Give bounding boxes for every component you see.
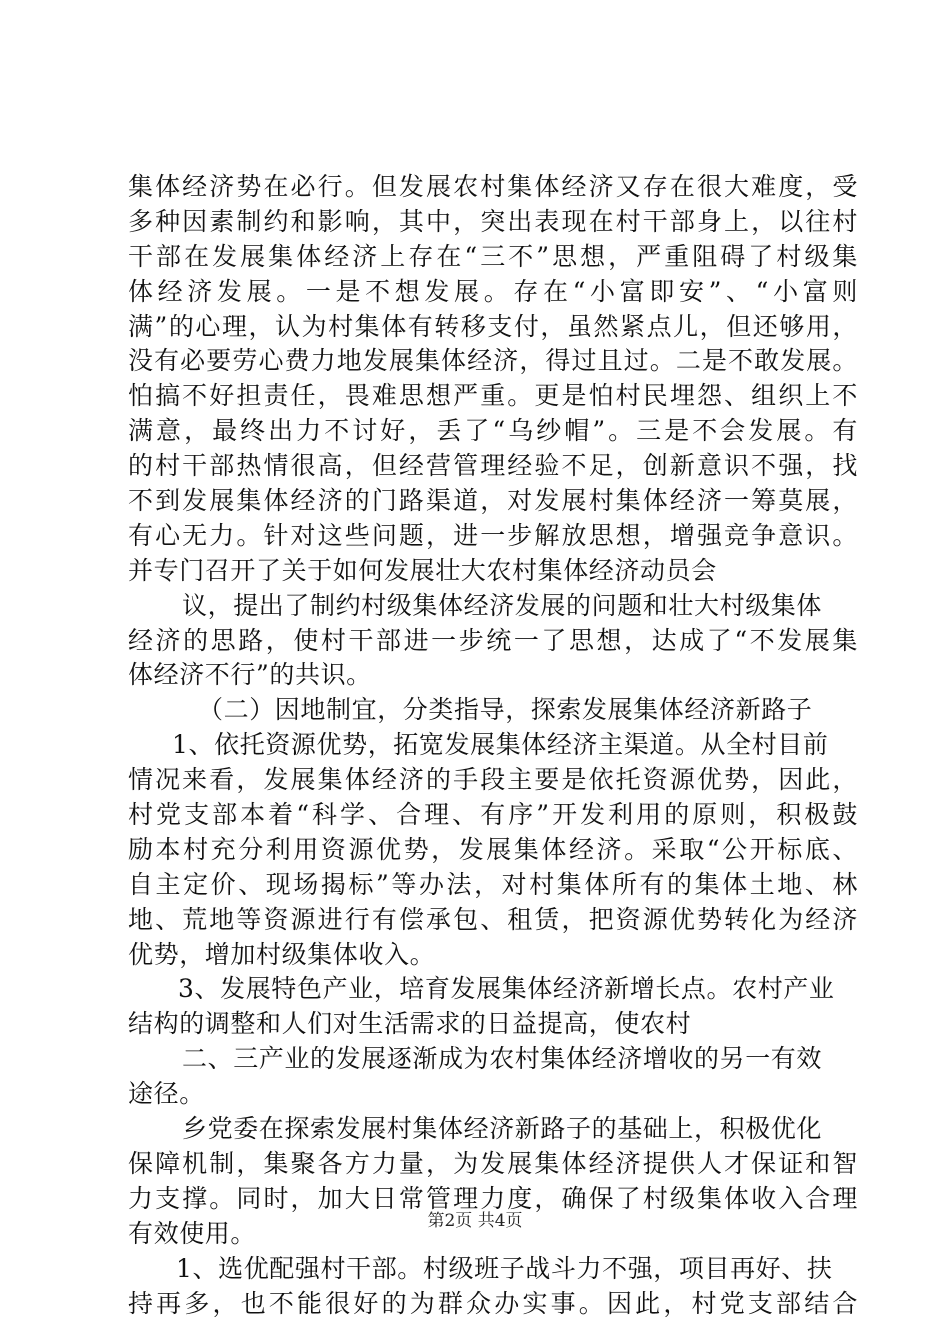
body-text <box>128 170 858 1321</box>
text-line: 经济的思路，使村干部进一步统一了思想，达成了“不发展集 <box>128 625 858 655</box>
text-line: 1、选优配强村干部。村级班子战斗力不强，项目再好、扶 <box>176 1253 833 1283</box>
text-line: 并专门召开了关于如何发展壮大农村集体经济动员会 <box>128 555 717 585</box>
text-line: 自主定价、现场揭标”等办法，对村集体所有的集体土地、林 <box>128 869 858 899</box>
text-line: 有效使用。 <box>128 1218 257 1248</box>
page-number-label: 第2页 共4页 <box>427 1211 523 1231</box>
text-line: 有心无力。针对这些问题，进一步解放思想，增强竞争意识。 <box>128 520 858 550</box>
text-line: 满”的心理，认为村集体有转移支付，虽然紧点儿，但还够用， <box>128 311 858 341</box>
text-line: 体经济不行”的共识。 <box>128 660 372 690</box>
text-line: 持再多，也不能很好的为群众办实事。因此，村党支部结合 <box>128 1288 858 1318</box>
text-line: 1、依托资源优势，拓宽发展集体经济主渠道。从全村目前 <box>172 730 829 760</box>
page-footer <box>0 1209 950 1233</box>
text-line: 情况来看，发展集体经济的手段主要是依托资源优势，因此， <box>128 765 858 795</box>
text-line: 优势，增加村级集体收入。 <box>128 939 436 969</box>
text-line: 结构的调整和人们对生活需求的日益提高，使农村 <box>128 1009 692 1039</box>
text-line: 体经济发展。一是不想发展。存在“小富即安”、“小富则 <box>128 276 858 306</box>
text-line: 二、三产业的发展逐渐成为农村集体经济增收的另一有效 <box>182 1044 823 1074</box>
text-line: 力支撑。同时，加大日常管理力度，确保了村级集体收入合理 <box>128 1183 858 1213</box>
text-line: 满意，最终出力不讨好，丢了“乌纱帽”。三是不会发展。有 <box>128 416 858 446</box>
text-line: 3、发展特色产业，培育发展集体经济新增长点。农村产业 <box>178 974 835 1004</box>
text-line: 集体经济势在必行。但发展农村集体经济又存在很大难度，受 <box>128 172 858 201</box>
text-line: 干部在发展集体经济上存在“三不”思想，严重阻碍了村级集 <box>128 241 858 271</box>
text-line: 的村干部热情很高，但经营管理经验不足，创新意识不强，找 <box>128 451 858 481</box>
text-line: 村党支部本着“科学、合理、有序”开发利用的原则，积极鼓 <box>128 800 858 830</box>
text-line: 励本村充分利用资源优势，发展集体经济。采取“公开标底、 <box>128 834 858 864</box>
text-line: 多种因素制约和影响，其中，突出表现在村干部身上，以往村 <box>128 206 858 236</box>
text-line: 地、荒地等资源进行有偿承包、租赁，把资源优势转化为经济 <box>128 904 858 934</box>
text-line: 不到发展集体经济的门路渠道，对发展村集体经济一筹莫展， <box>128 486 858 516</box>
section-heading: （二）因地制宜，分类指导，探索发展集体经济新路子 <box>198 695 813 725</box>
text-line: 议，提出了制约村级集体经济发展的问题和壮大村级集体 <box>182 590 823 620</box>
text-line: 没有必要劳心费力地发展集体经济，得过且过。二是不敢发展。 <box>128 346 858 376</box>
text-line: 途径。 <box>128 1079 205 1109</box>
text-line: 怕搞不好担责任，畏难思想严重。更是怕村民埋怨、组织上不 <box>128 381 858 411</box>
text-line: 乡党委在探索发展村集体经济新路子的基础上，积极优化 <box>182 1114 823 1144</box>
text-line: 保障机制，集聚各方力量，为发展集体经济提供人才保证和智 <box>128 1148 858 1178</box>
